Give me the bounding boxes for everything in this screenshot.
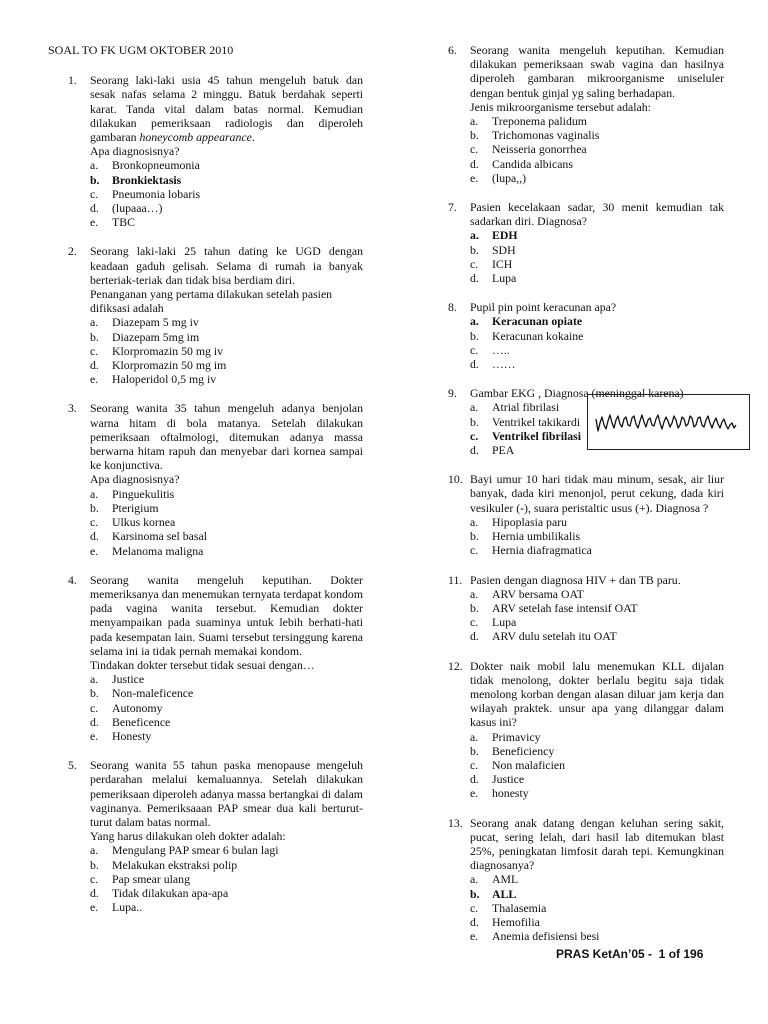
- option-text: Non-maleficence: [112, 686, 194, 701]
- option-text: Mengulang PAP smear 6 bulan lagi: [112, 843, 279, 858]
- option-a: [470, 228, 724, 242]
- option-letter: b.: [90, 857, 99, 872]
- option-b: [90, 330, 363, 344]
- option-letter: a.: [470, 228, 479, 243]
- option-text: Hernia umbilikalis: [492, 529, 581, 544]
- question-stem: Pasien kecelakaan sadar, 30 menit kemudian tak sadarkan diri. Diagnosa?: [470, 200, 724, 229]
- option-letter: c.: [470, 342, 479, 357]
- option-e: [470, 171, 724, 185]
- option-text: Keracunan kokaine: [492, 328, 584, 343]
- option-e: [90, 372, 363, 386]
- question-3: [48, 401, 363, 557]
- question-number: 5.: [68, 758, 77, 773]
- option-letter: d.: [90, 201, 99, 216]
- option-a: [470, 515, 724, 529]
- option-text: Melakukan ekstraksi polip: [112, 857, 238, 872]
- option-letter: a.: [470, 586, 479, 601]
- option-letter: b.: [470, 328, 479, 343]
- option-c: [470, 543, 724, 557]
- option-d: [470, 629, 724, 643]
- option-letter: c.: [470, 428, 479, 443]
- option-letter: e.: [90, 372, 99, 387]
- option-letter: b.: [470, 600, 479, 615]
- option-letter: b.: [470, 529, 479, 544]
- option-text: (lupa,,): [492, 170, 527, 185]
- question-10: [428, 472, 724, 557]
- option-letter: a.: [470, 114, 479, 129]
- question-2: [48, 244, 363, 386]
- option-text: ARV dulu setelah itu OAT: [492, 629, 617, 644]
- option-e: [470, 786, 724, 800]
- option-letter: e.: [90, 728, 99, 743]
- option-d: [90, 358, 363, 372]
- option-letter: c.: [90, 871, 99, 886]
- option-b: [90, 501, 363, 515]
- option-text: Treponema palidum: [492, 114, 587, 129]
- option-b: [90, 686, 363, 700]
- question-prompt: Jenis mikroorganisme tersebut adalah:: [470, 99, 651, 114]
- option-letter: b.: [470, 743, 479, 758]
- question-stem: Seorang laki-laki 25 tahun dating ke UGD dengan keadaan gaduh gelisah. Selama di rumah ia banyak berteriak-teriak dan tidak bisa berdiam diri.: [90, 244, 363, 287]
- option-a: [470, 114, 724, 128]
- option-text: Beneficiency: [492, 743, 555, 758]
- option-text: Bronkopneumonia: [112, 158, 200, 173]
- option-text: Lupa..: [112, 900, 143, 915]
- option-text: (lupaaa…): [112, 201, 163, 216]
- option-text: Justice: [492, 772, 525, 787]
- option-letter: a.: [470, 400, 479, 415]
- option-letter: c.: [90, 186, 99, 201]
- option-letter: a.: [90, 672, 99, 687]
- question-stem: [90, 73, 363, 144]
- question-5: [48, 758, 363, 914]
- option-letter: d.: [470, 357, 479, 372]
- option-d: [470, 915, 724, 929]
- option-letter: d.: [470, 772, 479, 787]
- option-text: TBC: [112, 215, 135, 230]
- option-letter: b.: [90, 500, 99, 515]
- option-text: Pneumonia lobaris: [112, 186, 201, 201]
- option-text: Lupa: [492, 271, 517, 286]
- option-letter: d.: [470, 271, 479, 286]
- option-c: [90, 701, 363, 715]
- question-8: [428, 300, 724, 371]
- option-letter: b.: [470, 128, 479, 143]
- option-e: [90, 544, 363, 558]
- option-b: [470, 887, 724, 901]
- option-d: [90, 529, 363, 543]
- option-a: [470, 587, 724, 601]
- option-text: AML: [492, 872, 519, 887]
- option-e: [90, 215, 363, 229]
- left-column: [48, 43, 363, 929]
- question-stem: Pupil pin point keracunan apa?: [470, 300, 617, 315]
- option-text: ARV setelah fase intensif OAT: [492, 600, 638, 615]
- question-number: 6.: [448, 43, 457, 57]
- ekg-waveform: [588, 395, 749, 449]
- option-d: [470, 357, 724, 371]
- option-text: Ventrikel fibrilasi: [492, 428, 582, 443]
- option-letter: b.: [470, 242, 479, 257]
- option-letter: e.: [90, 215, 99, 230]
- option-letter: c.: [90, 343, 99, 358]
- option-letter: e.: [470, 929, 479, 944]
- question-prompt: Penanganan yang pertama dilakukan setelah pasien difiksasi adalah: [90, 287, 333, 316]
- option-text: Non malaficien: [492, 757, 566, 772]
- question-stem: Seorang wanita mengeluh keputihan. Dokter memeriksanya dan menemukan ternyata terdapat kondom pada vagina wanita tersebut. Kemudian dokter menyampaikan pada suaminya untuk lebih berhati-hati pada kesempatan lain. Suami tersebut tersinggung karena selama ini ia tidak pernah memakai kondom.: [90, 572, 363, 658]
- option-c: [470, 142, 724, 156]
- option-a: [90, 672, 363, 686]
- option-text: Thalasemia: [492, 900, 547, 915]
- option-letter: e.: [470, 170, 479, 185]
- option-letter: d.: [470, 443, 479, 458]
- option-b: [470, 243, 724, 257]
- question-prompt: Yang harus dilakukan oleh dokter adalah:: [90, 829, 286, 844]
- option-letter: b.: [90, 686, 99, 701]
- option-letter: d.: [90, 714, 99, 729]
- question-12: [428, 659, 724, 801]
- question-number: 10.: [448, 472, 463, 487]
- option-letter: c.: [470, 142, 479, 157]
- option-text: Anemia defisiensi besi: [492, 929, 600, 944]
- option-a: [90, 843, 363, 857]
- option-text: Diazepam 5 mg iv: [112, 315, 199, 330]
- option-text: Klorpromazin 50 mg iv: [112, 343, 224, 358]
- option-text: honesty: [492, 786, 529, 801]
- option-text: Hernia diafragmatica: [492, 543, 592, 558]
- option-b: [470, 744, 724, 758]
- option-text: Trichomonas vaginalis: [492, 128, 600, 143]
- option-text: Atrial fibrilasi: [492, 400, 560, 415]
- question-stem: Dokter naik mobil lalu menemukan KLL dijalan tidak menolong, dokter berlalu begitu saja tidak menolong korban dengan alasan diluar jam kerja dan wilayah praktek. unsur apa yang dilanggar dalam kasus ini?: [470, 658, 724, 730]
- option-d: [470, 271, 724, 285]
- option-b: [90, 173, 363, 187]
- question-number: 1.: [68, 73, 77, 88]
- option-c: [470, 343, 724, 357]
- question-stem: Seorang wanita 55 tahun paska menopause mengeluh perdarahan melalui kemaluannya. Setelah dilakukan pemeriksaan diperoleh adanya massa bertangkai di dalam vaginanya. Pemeriksaaan PAP smear dua kali berturut-turut dalam batas normal.: [90, 758, 363, 829]
- option-text: SDH: [492, 242, 516, 257]
- option-text: Ventrikel takikardi: [492, 414, 581, 429]
- option-text: Klorpromazin 50 mg im: [112, 358, 227, 373]
- question-stem: Seorang anak datang dengan keluhan sering sakit, pucat, sering lelah, dari hasil lab ditemukan blast 25%, peningkatan limfosit darah tepi. Kemungkinan diagnosanya?: [470, 815, 724, 873]
- option-text: Hipoplasia paru: [492, 514, 568, 529]
- option-text: Beneficence: [112, 714, 171, 729]
- option-text: ICH: [492, 256, 513, 271]
- question-number: 7.: [448, 200, 457, 215]
- option-e: [470, 929, 724, 943]
- option-text: Pinguekulitis: [112, 486, 175, 501]
- option-text: Primavicy: [492, 729, 541, 744]
- question-stem: Seorang wanita 35 tahun mengeluh adanya benjolan warna hitam di bola matanya. Setelah dilakukan pemeriksaan oftalmologi, ditemukan adanya massa berwarna hitam rapuh dan menyebar dari kornea sampai ke konjunctiva.: [90, 401, 363, 473]
- option-text: PEA: [492, 443, 515, 458]
- option-letter: b.: [90, 172, 100, 187]
- question-number: 12.: [448, 658, 463, 673]
- option-text: Keracunan opiate: [492, 314, 583, 329]
- question-number: 11.: [448, 572, 463, 587]
- option-letter: d.: [470, 629, 479, 644]
- option-text: Pterigium: [112, 500, 159, 515]
- option-text: Melanoma maligna: [112, 543, 204, 558]
- option-c: [470, 758, 724, 772]
- option-letter: e.: [90, 900, 99, 915]
- option-a: [470, 314, 724, 328]
- question-number: 3.: [68, 401, 77, 416]
- question-stem-italic: honeycomb appearance: [139, 130, 252, 145]
- option-d: [90, 201, 363, 215]
- option-letter: d.: [470, 914, 479, 929]
- option-letter: c.: [90, 515, 99, 530]
- option-d: [90, 715, 363, 729]
- option-letter: b.: [470, 414, 479, 429]
- question-prompt: Apa diagnosisnya?: [90, 472, 180, 487]
- question-stem: Pasien dengan diagnosa HIV + dan TB paru.: [470, 572, 681, 587]
- option-text: …..: [492, 342, 510, 357]
- option-letter: a.: [90, 843, 99, 858]
- question-prompt: Tindakan dokter tersebut tidak sesuai dengan…: [90, 657, 315, 672]
- option-text: Ulkus kornea: [112, 515, 176, 530]
- question-number: 13.: [448, 815, 463, 830]
- option-letter: c.: [470, 256, 479, 271]
- ekg-strip-image: [587, 394, 750, 450]
- question-number: 8.: [448, 300, 457, 315]
- question-stem-end: .: [251, 130, 255, 145]
- option-text: Candida albicans: [492, 156, 573, 171]
- option-text: Hemofilia: [492, 914, 540, 929]
- question-6: [428, 43, 724, 185]
- option-b: [90, 858, 363, 872]
- option-b: [470, 128, 724, 142]
- option-letter: c.: [470, 615, 479, 630]
- option-letter: c.: [470, 757, 479, 772]
- option-text: Tidak dilakukan apa-apa: [112, 885, 229, 900]
- option-text: Diazepam 5mg im: [112, 329, 200, 344]
- option-text: Haloperidol 0,5 mg iv: [112, 372, 217, 387]
- option-text: ARV bersama OAT: [492, 586, 584, 601]
- question-7: [428, 200, 724, 285]
- option-letter: d.: [90, 358, 99, 373]
- option-text: Karsinoma sel basal: [112, 529, 208, 544]
- option-letter: c.: [470, 543, 479, 558]
- option-text: ……: [492, 357, 516, 372]
- option-c: [470, 257, 724, 271]
- question-stem: Bayi umur 10 hari tidak mau minum, sesak, air liur banyak, dada kiri menonjol, perut cekung, dada kiri vesikuler (-), suara peristaltic usus (+). Diagnosa ?: [470, 472, 724, 515]
- option-letter: a.: [470, 314, 479, 329]
- option-a: [470, 730, 724, 744]
- question-number: 2.: [68, 244, 77, 259]
- page-footer: PRAS KetAn’05 - 1 of 196: [556, 947, 704, 961]
- option-letter: a.: [90, 315, 99, 330]
- option-c: [90, 187, 363, 201]
- option-letter: e.: [470, 786, 479, 801]
- option-a: [90, 487, 363, 501]
- right-column: [428, 43, 724, 958]
- option-letter: c.: [470, 900, 479, 915]
- question-prompt: Apa diagnosisnya?: [90, 144, 180, 159]
- option-c: [90, 515, 363, 529]
- option-text: Pap smear ulang: [112, 871, 190, 886]
- question-13: [428, 816, 724, 944]
- option-letter: a.: [90, 158, 99, 173]
- option-b: [470, 529, 724, 543]
- option-letter: a.: [470, 729, 479, 744]
- option-text: Bronkiektasis: [112, 172, 182, 187]
- question-1: [48, 73, 363, 229]
- option-letter: a.: [470, 514, 479, 529]
- option-a: [90, 158, 363, 172]
- option-letter: b.: [90, 329, 99, 344]
- option-e: [90, 729, 363, 743]
- option-text: Honesty: [112, 728, 152, 743]
- question-number: 4.: [68, 572, 77, 587]
- option-letter: d.: [90, 529, 99, 544]
- question-11: [428, 573, 724, 644]
- option-text: Lupa: [492, 615, 517, 630]
- option-c: [470, 615, 724, 629]
- option-d: [470, 772, 724, 786]
- question-stem-text: Seorang laki-laki usia 45 tahun mengeluh batuk dan sesak nafas selama 2 minggu. Batuk berdahak seperti karat. Tanda vital dalam batas normal. Kemudian dilakukan pemeriksaan radiologis dan diperoleh gambaran: [90, 73, 363, 145]
- option-c: [470, 901, 724, 915]
- option-text: Justice: [112, 672, 145, 687]
- option-d: [470, 157, 724, 171]
- option-letter: c.: [90, 700, 99, 715]
- option-text: Autonomy: [112, 700, 163, 715]
- option-text: ALL: [492, 886, 517, 901]
- option-a: [470, 872, 724, 886]
- option-c: [90, 872, 363, 886]
- option-b: [470, 329, 724, 343]
- option-e: [90, 900, 363, 914]
- option-letter: b.: [470, 886, 480, 901]
- option-text: Neisseria gonorrhea: [492, 142, 587, 157]
- question-number: 9.: [448, 386, 457, 401]
- option-d: [90, 886, 363, 900]
- page-title: SOAL TO FK UGM OKTOBER 2010: [48, 43, 234, 57]
- option-letter: a.: [90, 486, 99, 501]
- option-letter: d.: [90, 885, 99, 900]
- question-stem: Gambar EKG , Diagnosa (meninggal karena): [470, 386, 684, 401]
- question-4: [48, 573, 363, 743]
- option-letter: d.: [470, 156, 479, 171]
- option-a: [90, 315, 363, 329]
- option-letter: a.: [470, 872, 479, 887]
- question-stem: Seorang wanita mengeluh keputihan. Kemudian dilakukan pemeriksaan swab vagina dan hasilnya diperoleh gambaran mikroorganisme uniseluler dengan bentuk ginjal yg saling berhadapan.: [470, 43, 724, 100]
- option-text: EDH: [492, 228, 518, 243]
- option-c: [90, 344, 363, 358]
- option-letter: e.: [90, 543, 99, 558]
- option-b: [470, 601, 724, 615]
